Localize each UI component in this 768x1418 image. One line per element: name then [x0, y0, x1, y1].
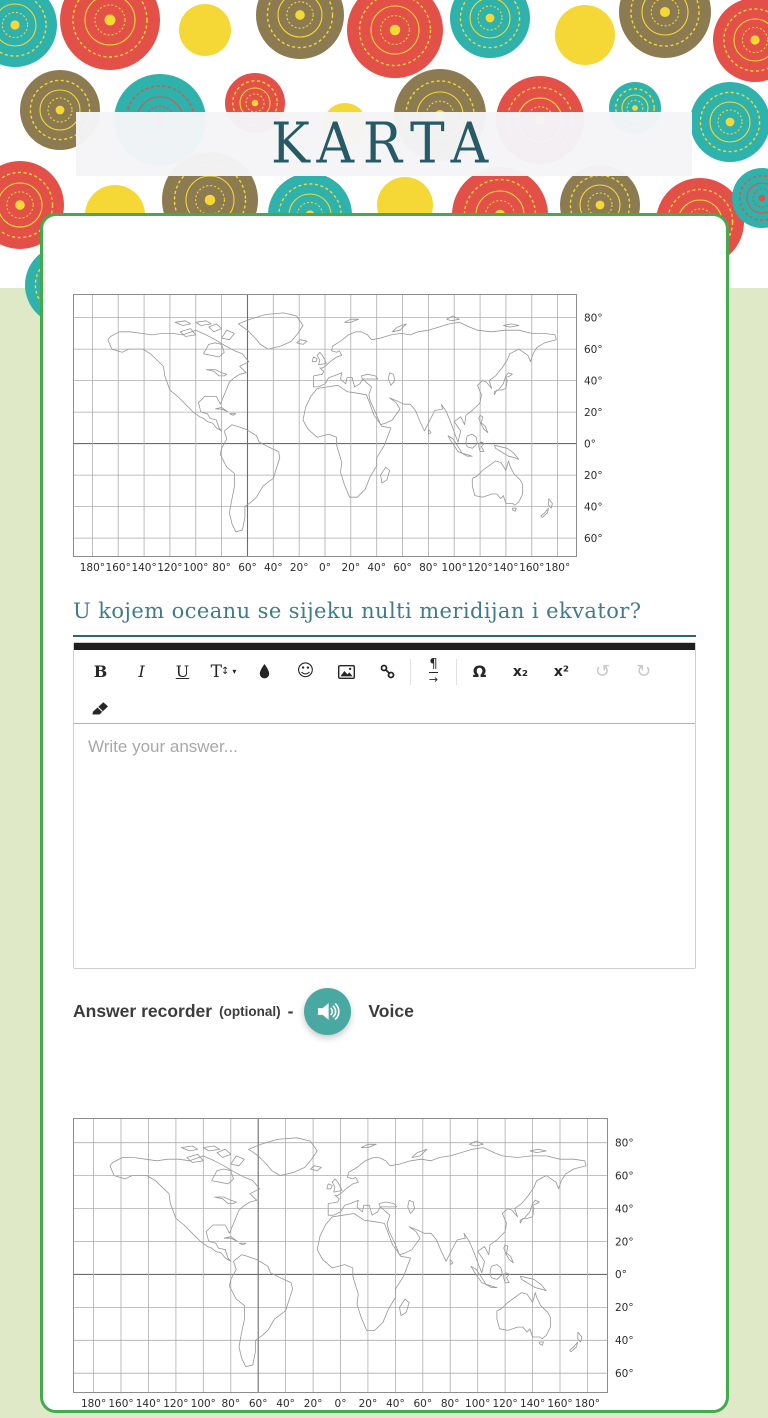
svg-text:40°: 40° [367, 562, 387, 574]
recorder-separator: - [287, 1000, 294, 1021]
svg-text:140°: 140° [493, 562, 519, 574]
worksheet-card [40, 213, 729, 1413]
svg-text:160°: 160° [105, 562, 131, 574]
svg-text:60°: 60° [615, 1368, 634, 1380]
speaker-icon [314, 998, 341, 1025]
bold-button[interactable]: B [80, 654, 121, 690]
insert-image-button[interactable] [326, 654, 367, 690]
svg-text:40°: 40° [615, 1335, 634, 1348]
page-title: KARTA [270, 111, 498, 177]
editor-toolbar-row-1 [74, 650, 695, 693]
editor-top-bar [74, 643, 695, 650]
svg-text:100°: 100° [183, 562, 209, 574]
editor-toolbar-row-2 [74, 693, 695, 723]
answer-placeholder: Write your answer... [88, 737, 238, 756]
superscript-button[interactable]: x² [541, 654, 582, 690]
svg-text:40°: 40° [386, 1398, 405, 1410]
toolbar-divider [410, 659, 411, 685]
svg-text:160°: 160° [547, 1398, 573, 1410]
svg-text:160°: 160° [519, 562, 545, 574]
svg-text:40°: 40° [276, 1398, 295, 1410]
voice-label: Voice [368, 1000, 414, 1021]
svg-text:60°: 60° [584, 343, 603, 356]
svg-text:20°: 20° [303, 1398, 323, 1410]
svg-text:120°: 120° [492, 1398, 518, 1410]
rich-text-editor [73, 642, 696, 969]
world-map-image-2 [73, 1118, 696, 1418]
question-underline [73, 635, 696, 637]
undo-button: ↺ [582, 654, 623, 690]
clear-formatting-button[interactable] [80, 690, 121, 726]
svg-text:20°: 20° [289, 562, 309, 574]
svg-text:60°: 60° [248, 1398, 268, 1410]
paragraph-direction-button[interactable]: ¶ → [413, 654, 454, 690]
svg-text:60°: 60° [393, 562, 412, 574]
svg-text:60°: 60° [584, 532, 603, 545]
title-banner [76, 112, 692, 176]
svg-text:40°: 40° [263, 562, 283, 574]
svg-text:80°: 80° [419, 562, 438, 574]
voice-record-button[interactable] [304, 988, 351, 1035]
svg-text:120°: 120° [467, 562, 493, 574]
world-map-svg [73, 1118, 644, 1413]
svg-text:20°: 20° [615, 1302, 634, 1315]
svg-text:80°: 80° [212, 562, 231, 574]
svg-text:20°: 20° [615, 1236, 634, 1249]
answer-textbox[interactable] [74, 723, 695, 968]
text-color-button[interactable] [244, 654, 285, 690]
svg-text:20°: 20° [358, 1398, 378, 1410]
answer-recorder-row [73, 987, 696, 1035]
svg-text:140°: 140° [135, 1398, 162, 1410]
svg-text:0°: 0° [319, 562, 331, 574]
underline-button[interactable]: U [162, 654, 203, 690]
svg-text:140°: 140° [519, 1398, 546, 1410]
svg-text:120°: 120° [163, 1398, 189, 1410]
svg-text:180°: 180° [79, 562, 106, 574]
svg-text:60°: 60° [615, 1170, 634, 1183]
svg-text:180°: 180° [574, 1398, 601, 1410]
subscript-button[interactable]: x₂ [500, 654, 541, 690]
svg-text:40°: 40° [584, 501, 603, 514]
svg-text:160°: 160° [108, 1398, 134, 1410]
svg-text:180°: 180° [80, 1398, 107, 1410]
svg-text:60°: 60° [413, 1398, 433, 1410]
redo-button: ↻ [623, 654, 664, 690]
svg-text:40°: 40° [584, 375, 603, 388]
toolbar-divider [456, 659, 457, 685]
svg-text:80°: 80° [584, 312, 603, 325]
recorder-label: Answer recorder [73, 1000, 213, 1021]
world-map-image-1 [73, 294, 696, 582]
svg-text:0°: 0° [615, 1269, 627, 1282]
svg-text:180°: 180° [544, 562, 571, 574]
special-char-button[interactable]: Ω [459, 654, 500, 690]
svg-text:100°: 100° [441, 562, 467, 574]
svg-text:40°: 40° [615, 1203, 634, 1216]
svg-text:60°: 60° [238, 562, 257, 574]
insert-link-button[interactable] [367, 654, 408, 690]
svg-text:120°: 120° [157, 562, 183, 574]
italic-button[interactable]: I [121, 654, 162, 690]
question-text: U kojem oceanu se sijeku nulti meridijan i ekvator? [73, 599, 642, 623]
svg-text:80°: 80° [615, 1137, 634, 1150]
font-size-button[interactable]: T ↕ ▾ [203, 654, 244, 690]
recorder-optional-label: (optional) [219, 1003, 281, 1019]
svg-text:80°: 80° [440, 1398, 460, 1410]
svg-text:100°: 100° [190, 1398, 216, 1410]
svg-text:140°: 140° [131, 562, 157, 574]
svg-text:0°: 0° [584, 438, 596, 451]
svg-text:20°: 20° [341, 562, 361, 574]
svg-text:100°: 100° [465, 1398, 491, 1410]
emoji-button[interactable]: ☺ [285, 654, 326, 690]
svg-text:20°: 20° [584, 469, 603, 482]
svg-text:0°: 0° [334, 1398, 347, 1410]
svg-text:20°: 20° [584, 406, 603, 419]
world-map-svg [73, 294, 613, 577]
svg-text:80°: 80° [221, 1398, 241, 1410]
